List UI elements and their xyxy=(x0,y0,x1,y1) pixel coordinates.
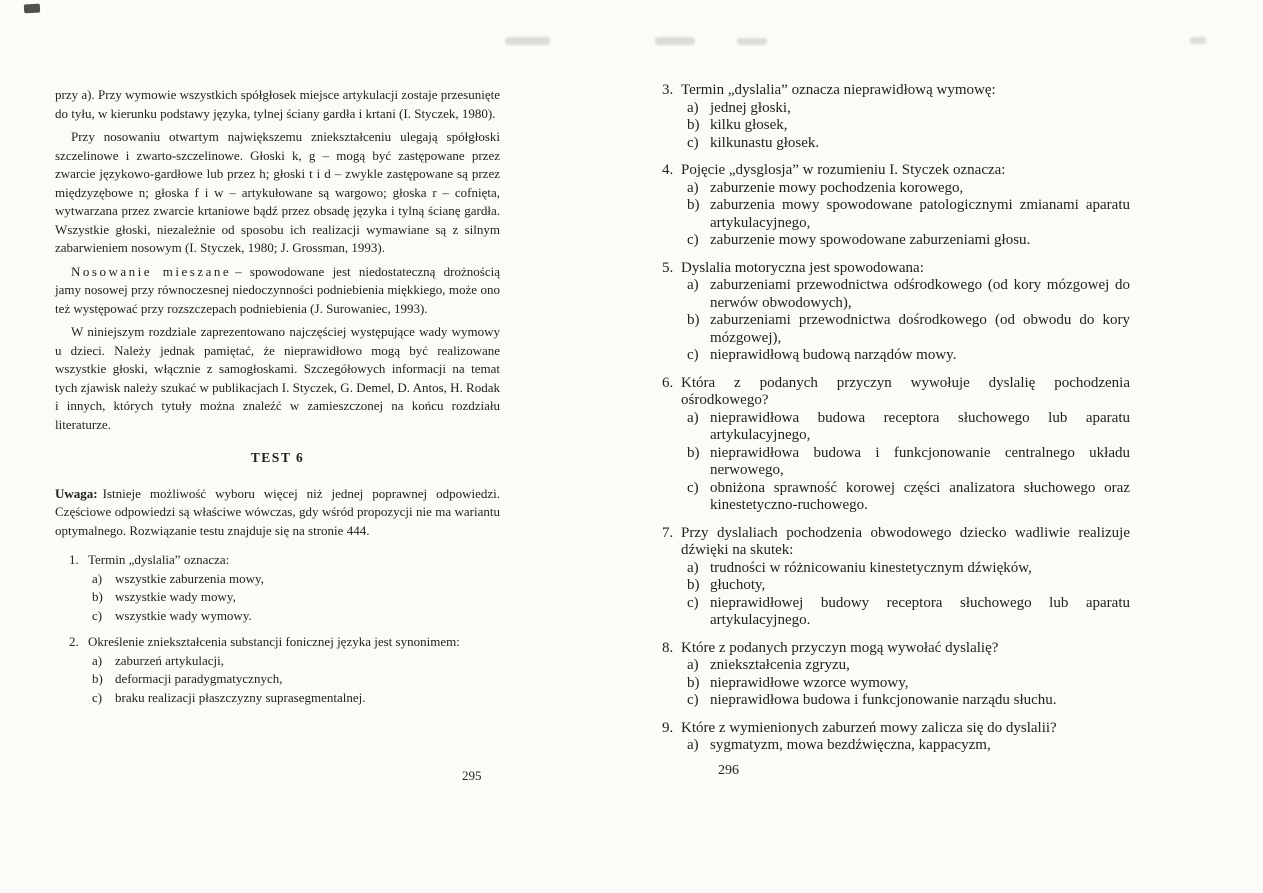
option-text: wszystkie zaburzenia mowy, xyxy=(115,570,264,586)
option-letter: b) xyxy=(687,117,700,133)
answer-option xyxy=(92,652,500,671)
question-text: Które z wymienionych zaburzeń mowy zalicza się do dyslalii? xyxy=(681,719,1057,736)
option-letter: a) xyxy=(687,179,699,196)
question-number: 9. xyxy=(662,719,674,736)
option-text: wszystkie wady mowy, xyxy=(115,589,236,604)
option-letter: b) xyxy=(687,444,700,461)
paragraph-mixed-nasality xyxy=(55,263,500,319)
question-number: 6. xyxy=(662,374,674,391)
question-item xyxy=(662,260,1130,365)
option-letter: c) xyxy=(687,347,699,363)
question-text: Przy dyslaliach pochodzenia obwodowego dziecko wadliwie realizuje dźwięki na skutek: xyxy=(681,524,1130,558)
question-head xyxy=(662,375,1130,410)
paragraph-lead-rest: – spowodowane jest niedostateczną drożnością jamy nosowej przy równoczesnej niedoczynności podniebienia miękkiego, może ono też występować przy rozszczepach podniebienia (J. Surowaniec, 1993). xyxy=(55,263,500,316)
left-page xyxy=(55,86,500,715)
answer-option xyxy=(92,588,500,607)
question-head xyxy=(662,640,1130,658)
option-text: kilku głosek, xyxy=(710,117,788,133)
option-text: wszystkie wady wymowy. xyxy=(115,607,252,623)
question-item xyxy=(662,720,1130,755)
answer-option xyxy=(92,689,500,708)
answer-option xyxy=(687,445,1130,480)
option-text: obniżona sprawność korowej części analizatora słuchowego oraz kinestetyczno-ruchowego. xyxy=(710,479,1130,513)
option-letter: b) xyxy=(92,671,103,686)
answer-option xyxy=(687,410,1130,445)
answer-option xyxy=(92,607,500,626)
question-item xyxy=(662,375,1130,515)
option-text: nieprawidłowej budowy receptora słuchowego lub aparatu artykulacyjnego. xyxy=(710,594,1130,628)
option-letter: c) xyxy=(92,689,103,705)
option-text: zaburzeń artykulacji, xyxy=(115,652,224,668)
option-letter: a) xyxy=(687,409,699,426)
paragraph-articulation: przy a). Przy wymowie wszystkich spółgłosek miejsce artykulacji zostaje przesunięte do tyłu, w kierunku podstawy języka, tylnej ściany gardła i krtani (I. Styczek, 1980). xyxy=(55,87,500,121)
option-letter: c) xyxy=(92,607,103,623)
option-text: głuchoty, xyxy=(710,577,766,593)
option-text: zniekształcenia zgryzu, xyxy=(710,657,850,673)
answer-option xyxy=(687,347,1130,365)
option-text: trudności w różnicowaniu kinestetycznym dźwięków, xyxy=(710,559,1032,576)
scan-artifact xyxy=(24,4,40,14)
option-letter: b) xyxy=(687,197,700,213)
paragraph-open-nasality: Przy nosowaniu otwartym największemu zniekształceniu ulegają spółgłoski szczelinowe i zwarto-szczelinowe. Głoski k, g – mogą być zastępowane przez zwarcie językowo-gardłowe lub przez h; głoski t i d – zwykle zastępowane są przez międzyzębowe n; głoska f i w – artykułowane są wargowo; głoska r – cofnięta, wytwarzana przez zwarcie krtaniowe bądź przez obsadę języka i tylną ścianę gardła. Wszystkie głoski, niezależnie od sposobu ich realizacji wymawiane są z silnym zabarwieniem nosowym (I. Styczek, 1980; J. Grossman, 1993). xyxy=(55,129,500,255)
question-head xyxy=(662,260,1130,278)
option-letter: a) xyxy=(92,570,103,586)
question-text: Która z podanych przyczyn wywołuje dyslalię pochodzenia ośrodkowego? xyxy=(681,374,1130,408)
page-number-right: 296 xyxy=(718,763,739,778)
answer-option xyxy=(687,197,1130,232)
question-head xyxy=(69,633,500,652)
question-number: 7. xyxy=(662,524,674,541)
option-letter: a) xyxy=(687,737,699,753)
question-item xyxy=(662,525,1130,630)
option-text: nieprawidłową budową narządów mowy. xyxy=(710,347,957,363)
option-text: nieprawidłowa budowa receptora słuchowego lub aparatu artykulacyjnego, xyxy=(710,409,1130,443)
option-letter: b) xyxy=(687,312,700,328)
option-text: zaburzenie mowy spowodowane zaburzeniami głosu. xyxy=(710,232,1031,248)
option-text: deformacji paradygmatycznych, xyxy=(115,671,283,686)
option-letter: c) xyxy=(687,134,699,151)
question-number: 4. xyxy=(662,162,674,178)
answer-option xyxy=(687,312,1130,347)
option-text: jednej głoski, xyxy=(710,99,791,116)
question-list-left xyxy=(69,551,500,707)
answer-option xyxy=(687,480,1130,515)
option-letter: b) xyxy=(92,589,103,604)
answer-option xyxy=(687,737,1130,755)
question-item xyxy=(662,640,1130,710)
question-item xyxy=(662,162,1130,250)
option-letter: c) xyxy=(687,232,699,248)
scan-artifact xyxy=(655,37,695,45)
question-text: Określenie zniekształcenia substancji fonicznej języka jest synonimem: xyxy=(88,634,460,649)
answer-option xyxy=(687,277,1130,312)
answer-option xyxy=(687,117,1130,135)
option-text: braku realizacji płaszczyzny suprasegmentalnej. xyxy=(115,689,366,705)
option-letter: c) xyxy=(687,594,699,611)
option-text: zaburzeniami przewodnictwa odśrodkowego (od kory mózgowej do nerwów obwodowych), xyxy=(710,277,1130,311)
paragraph-chapter-summary: W niniejszym rozdziale zaprezentowano najczęściej występujące wady wymowy u dzieci. Należy jednak pamiętać, że nieprawidłowo mogą być realizowane wszystkie głoski, włącznie z samogłoskami. Szczegółowych informacji na temat tych zjawisk należy szukać w publikacjach I. Styczek, G. Demel, D. Antos, H. Rodak i innych, których tytuły można znaleźć w zamieszczonej na końcu rozdziału literaturze. xyxy=(55,324,500,432)
scan-artifact xyxy=(1190,37,1206,44)
question-text: Pojęcie „dysglosja” w rozumieniu I. Styczek oznacza: xyxy=(681,162,1006,178)
question-number: 1. xyxy=(69,552,79,567)
answer-option xyxy=(687,560,1130,578)
option-letter: b) xyxy=(687,577,700,593)
option-letter: a) xyxy=(687,99,699,116)
test-note xyxy=(55,485,500,541)
option-text: nieprawidłowe wzorce wymowy, xyxy=(710,674,909,691)
question-text: Dyslalia motoryczna jest spowodowana: xyxy=(681,259,924,276)
right-page xyxy=(660,82,1130,765)
option-letter: a) xyxy=(687,657,699,673)
answer-option xyxy=(687,657,1130,675)
answer-option xyxy=(687,180,1130,198)
option-letter: c) xyxy=(687,692,699,708)
question-number: 2. xyxy=(69,634,79,649)
answer-option xyxy=(687,577,1130,595)
paragraph-lead-spaced: Nosowanie mieszane xyxy=(71,263,232,279)
option-text: sygmatyzm, mowa bezdźwięczna, kappacyzm, xyxy=(710,737,991,753)
answer-option xyxy=(687,135,1130,153)
answer-option xyxy=(687,692,1130,710)
option-letter: a) xyxy=(687,559,699,576)
option-letter: b) xyxy=(687,674,700,691)
option-letter: a) xyxy=(687,277,699,293)
question-list-right xyxy=(662,82,1130,755)
option-letter: c) xyxy=(687,479,699,496)
question-number: 5. xyxy=(662,259,674,276)
answer-option xyxy=(687,675,1130,693)
question-head xyxy=(662,82,1130,100)
page-number-left: 295 xyxy=(462,768,482,783)
option-letter: a) xyxy=(92,652,103,668)
question-item xyxy=(662,82,1130,152)
question-head xyxy=(662,720,1130,738)
question-head xyxy=(69,551,500,570)
scan-artifact xyxy=(737,38,767,45)
question-head xyxy=(662,162,1130,180)
answer-option xyxy=(92,570,500,589)
question-number: 3. xyxy=(662,82,674,98)
question-head xyxy=(662,525,1130,560)
answer-option xyxy=(687,232,1130,250)
note-text: Istnieje możliwość wyboru więcej niż jednej poprawnej odpowiedzi. Częściowe odpowiedzi są właściwe wówczas, gdy wśród propozycji nie ma wariantu optymalnego. Rozwiązanie testu znajduje się na stronie 444. xyxy=(55,485,500,538)
question-text: Które z podanych przyczyn mogą wywołać dyslalię? xyxy=(681,639,999,656)
question-item xyxy=(69,633,500,707)
option-text: zaburzenie mowy pochodzenia korowego, xyxy=(710,179,964,196)
option-text: zaburzenia mowy spowodowane patologicznymi zmianami aparatu artykulacyjnego, xyxy=(710,197,1130,231)
answer-option xyxy=(687,595,1130,630)
question-item xyxy=(69,551,500,625)
option-text: nieprawidłowa budowa i funkcjonowanie narządu słuchu. xyxy=(710,692,1057,708)
option-text: zaburzeniami przewodnictwa dośrodkowego (od obwodu do kory mózgowej), xyxy=(710,312,1130,346)
test-heading: TEST 6 xyxy=(250,450,305,465)
answer-option xyxy=(92,670,500,689)
option-text: kilkunastu głosek. xyxy=(710,134,820,151)
option-text: nieprawidłowa budowa i funkcjonowanie centralnego układu nerwowego, xyxy=(710,444,1130,478)
scan-artifact xyxy=(505,37,550,45)
answer-option xyxy=(687,100,1130,118)
note-label: Uwaga: xyxy=(55,485,98,501)
question-number: 8. xyxy=(662,639,674,656)
question-text: Termin „dyslalia” oznacza nieprawidłową wymowę: xyxy=(681,82,996,98)
question-text: Termin „dyslalia” oznacza: xyxy=(88,552,230,567)
